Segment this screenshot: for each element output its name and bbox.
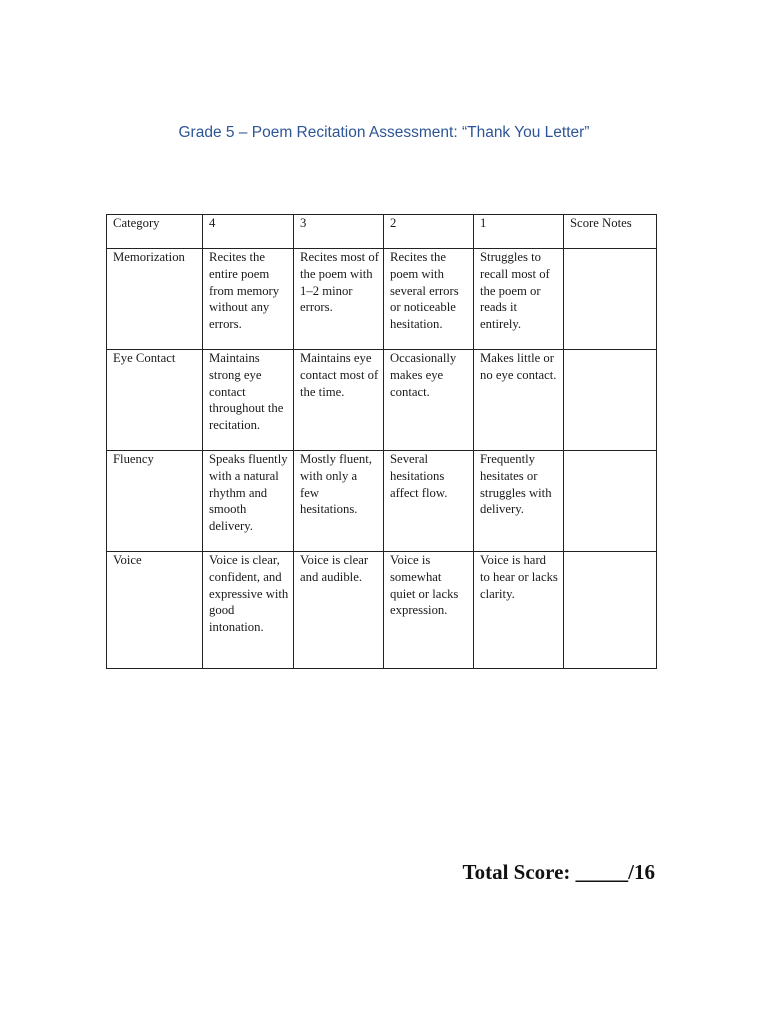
total-score: Total Score: _____/16 (462, 860, 655, 884)
header-score-2: 2 (384, 215, 474, 249)
table-cell: Maintains strong eye contact throughout the recitation. (203, 350, 294, 451)
header-score-1: 1 (474, 215, 564, 249)
table-cell: Speaks fluently with a natural rhythm and smooth delivery. (203, 451, 294, 552)
row-category: Voice (107, 552, 203, 669)
table-cell: Mostly fluent, with only a few hesitations. (294, 451, 384, 552)
table-cell: Recites the poem with several errors or noticeable hesitation. (384, 249, 474, 350)
rubric-table (106, 214, 657, 669)
table-header-row (107, 215, 657, 249)
row-category: Memorization (107, 249, 203, 350)
row-category: Eye Contact (107, 350, 203, 451)
table-cell: Several hesitations affect flow. (384, 451, 474, 552)
table-cell: Voice is clear and audible. (294, 552, 384, 669)
table-cell: Recites most of the poem with 1–2 minor errors. (294, 249, 384, 350)
table-row (107, 249, 657, 350)
document-title: Grade 5 – Poem Recitation Assessment: “Thank You Letter” (178, 124, 590, 141)
table-cell: Maintains eye contact most of the time. (294, 350, 384, 451)
header-score-4: 4 (203, 215, 294, 249)
table-cell: Recites the entire poem from memory without any errors. (203, 249, 294, 350)
table-row (107, 350, 657, 451)
table-cell: Voice is somewhat quiet or lacks expression. (384, 552, 474, 669)
table-row (107, 451, 657, 552)
table-cell: Makes little or no eye contact. (474, 350, 564, 451)
score-notes-cell (564, 249, 657, 350)
table-cell: Voice is hard to hear or lacks clarity. (474, 552, 564, 669)
score-notes-cell (564, 451, 657, 552)
row-category: Fluency (107, 451, 203, 552)
score-notes-cell (564, 350, 657, 451)
table-cell: Frequently hesitates or struggles with delivery. (474, 451, 564, 552)
header-score-3: 3 (294, 215, 384, 249)
header-category: Category (107, 215, 203, 249)
table-cell: Voice is clear, confident, and expressive with good intonation. (203, 552, 294, 669)
header-score-notes: Score Notes (564, 215, 657, 249)
table-cell: Struggles to recall most of the poem or reads it entirely. (474, 249, 564, 350)
table-cell: Occasionally makes eye contact. (384, 350, 474, 451)
table-row (107, 552, 657, 669)
score-notes-cell (564, 552, 657, 669)
